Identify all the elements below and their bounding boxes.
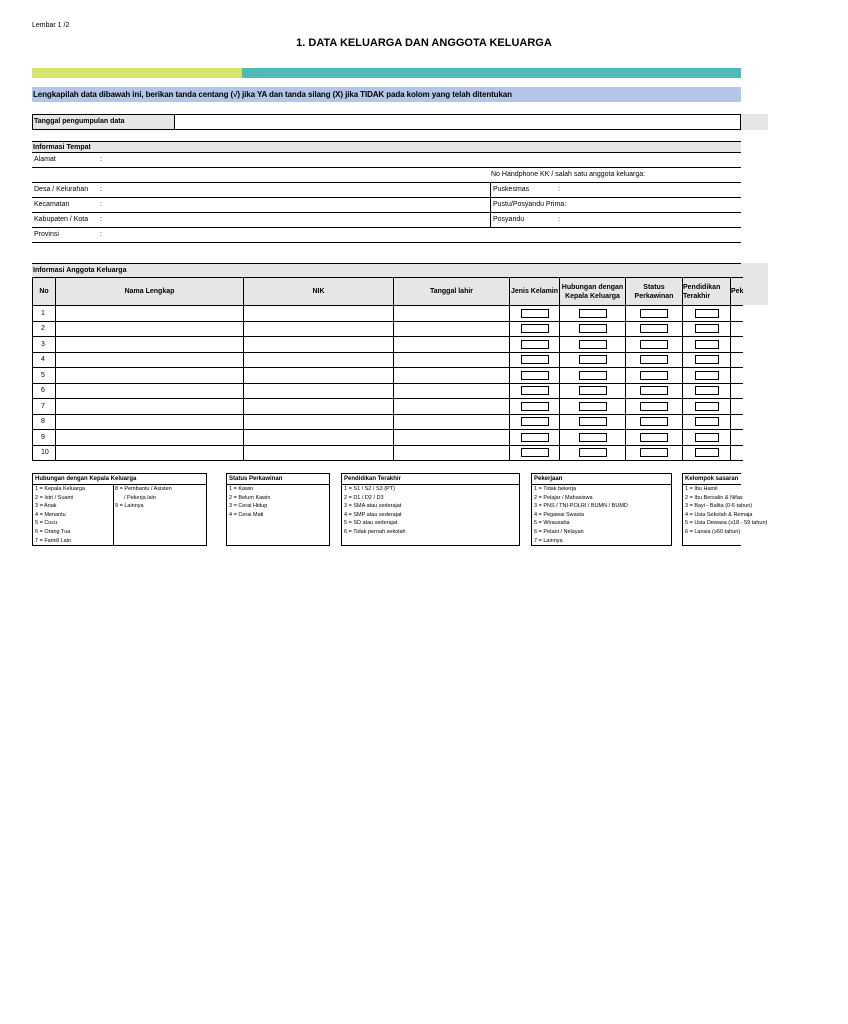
code-cell [560, 337, 626, 353]
pekerjaan-cell[interactable] [731, 321, 744, 337]
tanggal-lahir-cell[interactable] [394, 445, 510, 461]
provinsi-row[interactable] [32, 228, 741, 243]
status-perkawinan-box[interactable] [640, 309, 668, 318]
hubungan-box[interactable] [579, 402, 607, 411]
hubungan-box[interactable] [579, 355, 607, 364]
pendidikan-box[interactable] [695, 355, 719, 364]
jenis-kelamin-box[interactable] [521, 340, 549, 349]
legend-pendidikan-header: Pendidikan Terakhir [342, 474, 519, 485]
legend-item: 7 = Famili Lain [35, 537, 71, 544]
nama-cell[interactable] [56, 352, 244, 368]
row-number: 3 [33, 337, 56, 353]
legend-item: 4 = SMP atau sederajat [344, 511, 402, 518]
code-cell [626, 352, 683, 368]
desa-row[interactable] [32, 183, 741, 198]
legend-pendidikan [341, 473, 520, 546]
tanggal-field[interactable] [174, 114, 741, 130]
code-cell [683, 306, 731, 322]
tanggal-lahir-cell[interactable] [394, 414, 510, 430]
puskesmas-label: Puskesmas [493, 186, 530, 193]
code-cell [683, 337, 731, 353]
kabupaten-label: Kabupaten / Kota [34, 216, 89, 223]
legend-item: 3 = Bayi - Balita (0-6 tahun) [685, 503, 753, 510]
nama-cell[interactable] [56, 306, 244, 322]
tanggal-lahir-cell[interactable] [394, 352, 510, 368]
nik-cell[interactable] [244, 306, 394, 322]
legend-item: 3 = Anak [35, 503, 57, 510]
jenis-kelamin-box[interactable] [521, 324, 549, 333]
legend-item: 5 = Cucu [35, 520, 58, 527]
legend-item: 7 = Lainnya [534, 537, 563, 544]
col-no: No [33, 278, 56, 306]
row-number: 5 [33, 368, 56, 384]
legend-kelompok-header: Kelompok sasaran [683, 474, 741, 485]
page-title: 1. DATA KELUARGA DAN ANGGOTA KELUARGA [296, 37, 552, 49]
tanggal-lahir-cell[interactable] [394, 306, 510, 322]
legend-hubungan [32, 473, 207, 546]
hubungan-box[interactable] [579, 448, 607, 457]
pustu-label: Pustu/Posyandu Prima: [493, 201, 567, 208]
tanggal-lahir-cell[interactable] [394, 321, 510, 337]
code-cell [510, 414, 560, 430]
col-tanggal-lahir: Tanggal lahir [394, 278, 510, 306]
pekerjaan-cell[interactable] [731, 306, 744, 322]
pendidikan-box[interactable] [695, 386, 719, 395]
code-cell [683, 399, 731, 415]
pekerjaan-cell[interactable] [731, 368, 744, 384]
code-cell [626, 306, 683, 322]
code-cell [510, 399, 560, 415]
nama-cell[interactable] [56, 337, 244, 353]
status-perkawinan-box[interactable] [640, 433, 668, 442]
legend-hubungan-right [113, 485, 207, 511]
pekerjaan-cell[interactable] [731, 445, 744, 461]
informasi-tempat-header: Informasi Tempat [32, 141, 741, 153]
hubungan-box[interactable] [579, 433, 607, 442]
col-pekerjaan: Pek [731, 278, 744, 306]
code-cell [683, 430, 731, 446]
code-cell [510, 445, 560, 461]
anggota-table [32, 277, 743, 461]
nama-cell[interactable] [56, 383, 244, 399]
legend-pekerjaan-header: Pekerjaan [532, 474, 671, 485]
row-number: 8 [33, 414, 56, 430]
pekerjaan-cell[interactable] [731, 352, 744, 368]
instruction-banner: Lengkapilah data dibawah ini, berikan tanda centang (√) jika YA dan tanda silang (X) jika TIDAK pada kolom yang telah ditentukan [32, 87, 741, 102]
colon: : [100, 216, 102, 223]
nama-cell[interactable] [56, 414, 244, 430]
tanggal-label: Tanggal pengumpulan data [32, 114, 175, 130]
pendidikan-box[interactable] [695, 309, 719, 318]
table-row [33, 352, 744, 368]
code-cell [510, 306, 560, 322]
code-cell [626, 430, 683, 446]
handphone-row[interactable] [32, 168, 741, 183]
anggota-header: Informasi Anggota Keluarga [32, 263, 741, 277]
row-number: 1 [33, 306, 56, 322]
legend-status [226, 473, 330, 546]
status-perkawinan-box[interactable] [640, 324, 668, 333]
colon: : [558, 186, 560, 193]
legend-item: 4 = Menantu [35, 511, 66, 518]
legend-item: / Pekerja lain [124, 494, 156, 501]
colon: : [100, 201, 102, 208]
pendidikan-box[interactable] [695, 448, 719, 457]
row-number: 6 [33, 383, 56, 399]
legend-item: 2 = D1 / D2 / D3 [344, 494, 384, 501]
status-perkawinan-box[interactable] [640, 386, 668, 395]
jenis-kelamin-box[interactable] [521, 309, 549, 318]
col-status-perkawinan: Status Perkawinan [626, 278, 683, 306]
alamat-label: Alamat [34, 156, 56, 163]
legend-hubungan-header: Hubungan dengan Kepala Keluarga [33, 474, 206, 485]
legend-pekerjaan [531, 473, 672, 546]
legend-item: 6 = Lansia (≥60 tahun) [685, 528, 741, 535]
pendidikan-box[interactable] [695, 433, 719, 442]
legend-item: 3 = Cerai Hidup [229, 503, 268, 510]
hubungan-box[interactable] [579, 371, 607, 380]
code-cell [560, 321, 626, 337]
code-cell [560, 399, 626, 415]
accent-bar-teal [242, 68, 741, 78]
code-cell [626, 337, 683, 353]
code-cell [683, 368, 731, 384]
code-cell [683, 445, 731, 461]
legend-item: 5 = Wirausaha [534, 520, 570, 527]
legend-item: 1 = Tidak bekerja [534, 486, 577, 492]
table-row [33, 383, 744, 399]
legend-hubungan-left [33, 485, 114, 546]
hubungan-box[interactable] [579, 309, 607, 318]
cutoff-cell [741, 114, 768, 130]
code-cell [560, 368, 626, 384]
tanggal-lahir-cell[interactable] [394, 368, 510, 384]
legend-item: 6 = Petani / Nelayan [534, 528, 584, 535]
colon: : [100, 186, 102, 193]
nik-cell[interactable] [244, 445, 394, 461]
row-number: 10 [33, 445, 56, 461]
col-hubungan: Hubungan dengan Kepala Keluarga [560, 278, 626, 306]
legend-item: 2 = Istri / Suami [35, 494, 74, 501]
nama-cell[interactable] [56, 368, 244, 384]
jenis-kelamin-box[interactable] [521, 402, 549, 411]
code-cell [626, 445, 683, 461]
colon: : [558, 216, 560, 223]
nik-cell[interactable] [244, 352, 394, 368]
kecamatan-row[interactable] [32, 198, 741, 213]
pekerjaan-cell[interactable] [731, 337, 744, 353]
status-perkawinan-box[interactable] [640, 448, 668, 457]
hubungan-box[interactable] [579, 417, 607, 426]
column-divider [490, 183, 491, 228]
status-perkawinan-box[interactable] [640, 371, 668, 380]
nik-cell[interactable] [244, 321, 394, 337]
legend-item: 8 = Pembantu / Asisten [115, 486, 172, 492]
col-nama: Nama Lengkap [56, 278, 244, 306]
alamat-row[interactable] [32, 153, 741, 168]
pendidikan-box[interactable] [695, 402, 719, 411]
accent-bar-yellow [32, 68, 242, 78]
sheet-label: Lembar 1 /2 [32, 22, 70, 29]
nik-cell[interactable] [244, 383, 394, 399]
nik-cell[interactable] [244, 337, 394, 353]
tanggal-lahir-cell[interactable] [394, 383, 510, 399]
legend-item: 4 = Pegawai Swasta [534, 511, 584, 518]
jenis-kelamin-box[interactable] [521, 386, 549, 395]
table-row [33, 306, 744, 322]
code-cell [626, 321, 683, 337]
posyandu-label: Posyandu [493, 216, 525, 223]
row-number: 4 [33, 352, 56, 368]
nama-cell[interactable] [56, 321, 244, 337]
desa-label: Desa / Kelurahan [34, 186, 89, 193]
table-header-row [33, 278, 744, 306]
table-row [33, 337, 744, 353]
code-cell [683, 321, 731, 337]
table-row [33, 399, 744, 415]
jenis-kelamin-box[interactable] [521, 448, 549, 457]
pekerjaan-cell[interactable] [731, 383, 744, 399]
handphone-label: No Handphone KK / salah satu anggota keluarga: [491, 171, 646, 178]
col-jenis-kelamin: Jenis Kelamin [510, 278, 560, 306]
code-cell [560, 352, 626, 368]
pendidikan-box[interactable] [695, 417, 719, 426]
code-cell [626, 414, 683, 430]
legend-item: 5 = SD atau sederajat [344, 520, 398, 527]
pendidikan-box[interactable] [695, 340, 719, 349]
nama-cell[interactable] [56, 399, 244, 415]
code-cell [510, 352, 560, 368]
tanggal-lahir-cell[interactable] [394, 430, 510, 446]
hubungan-box[interactable] [579, 324, 607, 333]
pekerjaan-cell[interactable] [731, 414, 744, 430]
tanggal-lahir-cell[interactable] [394, 399, 510, 415]
colon: : [100, 156, 102, 163]
nik-cell[interactable] [244, 414, 394, 430]
code-cell [560, 383, 626, 399]
legend-item: 6 = Tidak pernah sekolah [344, 528, 406, 535]
legend-item: 1 = Kawin [229, 486, 254, 492]
code-cell [560, 306, 626, 322]
pendidikan-box[interactable] [695, 371, 719, 380]
code-cell [510, 321, 560, 337]
status-perkawinan-box[interactable] [640, 340, 668, 349]
legend-kelompok [682, 473, 768, 546]
col-pendidikan: Pendidikan Terakhir [683, 278, 731, 306]
legend-item: 1 = Ibu Hamil [685, 486, 718, 492]
kecamatan-label: Kecamatan [34, 201, 70, 208]
legend-item: 4 = Usia Sekolah & Remaja [685, 511, 753, 518]
row-number: 7 [33, 399, 56, 415]
provinsi-label: Provinsi [34, 231, 59, 238]
tanggal-lahir-cell[interactable] [394, 337, 510, 353]
legend-item: 2 = Pelajar / Mahasiswa [534, 494, 593, 501]
kabupaten-row[interactable] [32, 213, 741, 228]
legend-item: 2 = Belum Kawin [229, 494, 271, 501]
table-row [33, 321, 744, 337]
code-cell [510, 337, 560, 353]
row-number: 9 [33, 430, 56, 446]
table-row [33, 414, 744, 430]
code-cell [560, 430, 626, 446]
colon: : [100, 231, 102, 238]
pekerjaan-cell[interactable] [731, 430, 744, 446]
table-row [33, 368, 744, 384]
code-cell [510, 430, 560, 446]
legend-item: 1 = S1 / S2 / S3 (PT) [344, 486, 395, 492]
col-nik: NIK [244, 278, 394, 306]
legend-item: 3 = PNS / TNI-POLRI / BUMN / BUMD [534, 503, 628, 510]
legend-item: 5 = Usia Dewasa (≥18 - 59 tahun) [685, 520, 768, 527]
status-perkawinan-box[interactable] [640, 417, 668, 426]
jenis-kelamin-box[interactable] [521, 355, 549, 364]
code-cell [510, 383, 560, 399]
legend-item: 4 = Cerai Mati [229, 511, 264, 518]
jenis-kelamin-box[interactable] [521, 417, 549, 426]
nik-cell[interactable] [244, 399, 394, 415]
hubungan-box[interactable] [579, 340, 607, 349]
legend-item: 3 = SMA atau sederajat [344, 503, 402, 510]
status-perkawinan-box[interactable] [640, 402, 668, 411]
legend-item: 9 = Lainnya [115, 503, 144, 510]
status-perkawinan-box[interactable] [640, 355, 668, 364]
pendidikan-box[interactable] [695, 324, 719, 333]
code-cell [626, 383, 683, 399]
legend-item: 2 = Ibu Bersalin & Nifas [685, 494, 743, 501]
jenis-kelamin-box[interactable] [521, 371, 549, 380]
hubungan-box[interactable] [579, 386, 607, 395]
code-cell [560, 445, 626, 461]
legend-status-header: Status Perkawinan [227, 474, 329, 485]
code-cell [510, 368, 560, 384]
legend-item: 1 = Kepala Keluarga [35, 486, 85, 492]
nik-cell[interactable] [244, 430, 394, 446]
nama-cell[interactable] [56, 445, 244, 461]
cutoff-cell [741, 263, 768, 305]
code-cell [560, 414, 626, 430]
nik-cell[interactable] [244, 368, 394, 384]
pekerjaan-cell[interactable] [731, 399, 744, 415]
code-cell [626, 368, 683, 384]
nama-cell[interactable] [56, 430, 244, 446]
table-row [33, 445, 744, 461]
code-cell [683, 414, 731, 430]
legend-item: 6 = Orang Tua [35, 528, 71, 535]
code-cell [626, 399, 683, 415]
code-cell [683, 383, 731, 399]
code-cell [683, 352, 731, 368]
jenis-kelamin-box[interactable] [521, 433, 549, 442]
row-number: 2 [33, 321, 56, 337]
table-row [33, 430, 744, 446]
